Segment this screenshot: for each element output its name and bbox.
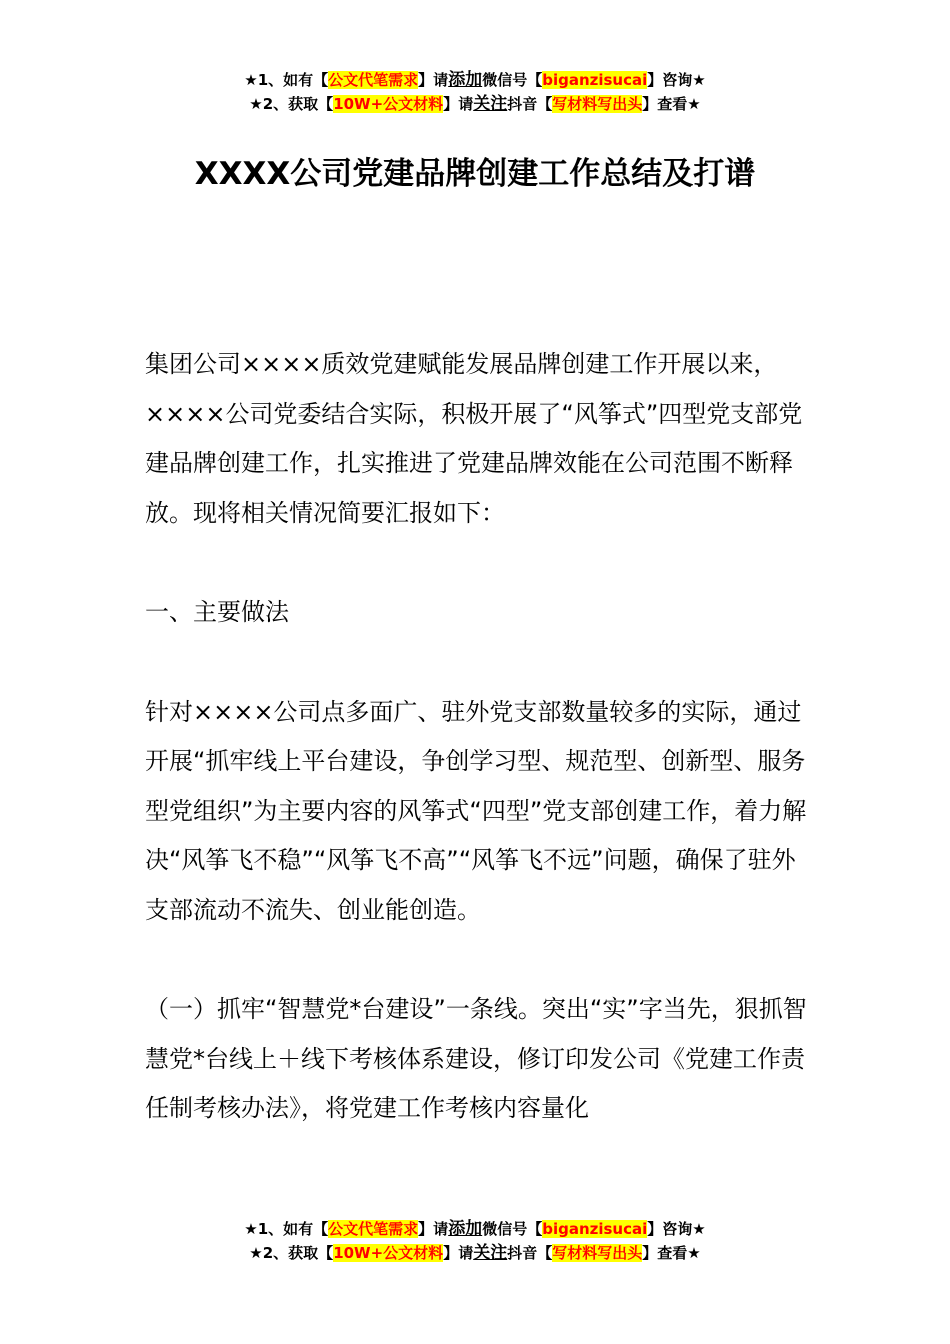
banner-text: ★1、如有【	[244, 1220, 329, 1238]
banner-text: 】咨询★	[647, 71, 706, 89]
banner-text: 微信号【	[482, 1220, 543, 1238]
banner-line-2	[0, 1241, 950, 1265]
banner-text: 】请	[418, 1220, 449, 1238]
paragraph-intro: 集团公司××××质效党建赋能发展品牌创建工作开展以来，××××公司党委结合实际，积极开展了“风筝式”四型党支部党建品牌创建工作，扎实推进了党建品牌效能在公司范围不断释放。现将相关情况简要汇报如下：	[145, 350, 803, 527]
paragraph-practice: 针对××××公司点多面广、驻外党支部数量较多的实际，通过开展“抓牢线上平台建设，争创学习型、规范型、创新型、服务型党组织”为主要内容的风筝式“四型”党支部创建工作，着力解决“风筝飞不稳”“风筝飞不高”“风筝飞不远”问题，确保了驻外支部流动不流失、创业能创造。	[145, 697, 807, 924]
banner-text: 抖音【	[507, 1244, 553, 1262]
banner-emphasis: 关注	[473, 94, 508, 114]
banner-emphasis: 关注	[473, 1243, 508, 1263]
banner-text: ★1、如有【	[244, 71, 329, 89]
banner-text: ★2、获取【	[249, 95, 334, 113]
highlight-wechat-id: biganzisucai	[542, 71, 648, 89]
banner-line-1	[0, 68, 950, 92]
banner-text: 抖音【	[507, 95, 553, 113]
highlight-service: 公文代笔需求	[328, 1220, 419, 1238]
footer-banner	[0, 1217, 950, 1265]
highlight-douyin: 写材料写出头	[552, 95, 643, 113]
highlight-service: 公文代笔需求	[328, 71, 419, 89]
banner-text: 】请	[418, 71, 449, 89]
banner-line-1	[0, 1217, 950, 1241]
banner-text: 微信号【	[482, 71, 543, 89]
banner-emphasis: 添加	[448, 1219, 483, 1239]
banner-text: 】查看★	[642, 95, 701, 113]
document-title: XXXX公司党建品牌创建工作总结及打谱	[194, 156, 756, 192]
section-heading: 一、主要做法	[145, 598, 289, 626]
highlight-douyin: 写材料写出头	[552, 1244, 643, 1262]
banner-text: ★2、获取【	[249, 1244, 334, 1262]
highlight-materials: 10W+公文材料	[333, 1244, 444, 1262]
header-banner	[0, 68, 950, 116]
document-body	[145, 340, 810, 1134]
paragraph-subsection-1: （一）抓牢“智慧党*台建设”一条线。突出“实”字当先，狠抓智慧党*台线上＋线下考核体系建设，修订印发公司《党建工作责任制考核办法》，将党建工作考核内容量化	[145, 995, 807, 1122]
banner-text: 】请	[443, 95, 474, 113]
banner-text: 】咨询★	[647, 1220, 706, 1238]
highlight-wechat-id: biganzisucai	[542, 1220, 648, 1238]
banner-emphasis: 添加	[448, 70, 483, 90]
banner-line-2	[0, 92, 950, 116]
banner-text: 】请	[443, 1244, 474, 1262]
banner-text: 】查看★	[642, 1244, 701, 1262]
highlight-materials: 10W+公文材料	[333, 95, 444, 113]
